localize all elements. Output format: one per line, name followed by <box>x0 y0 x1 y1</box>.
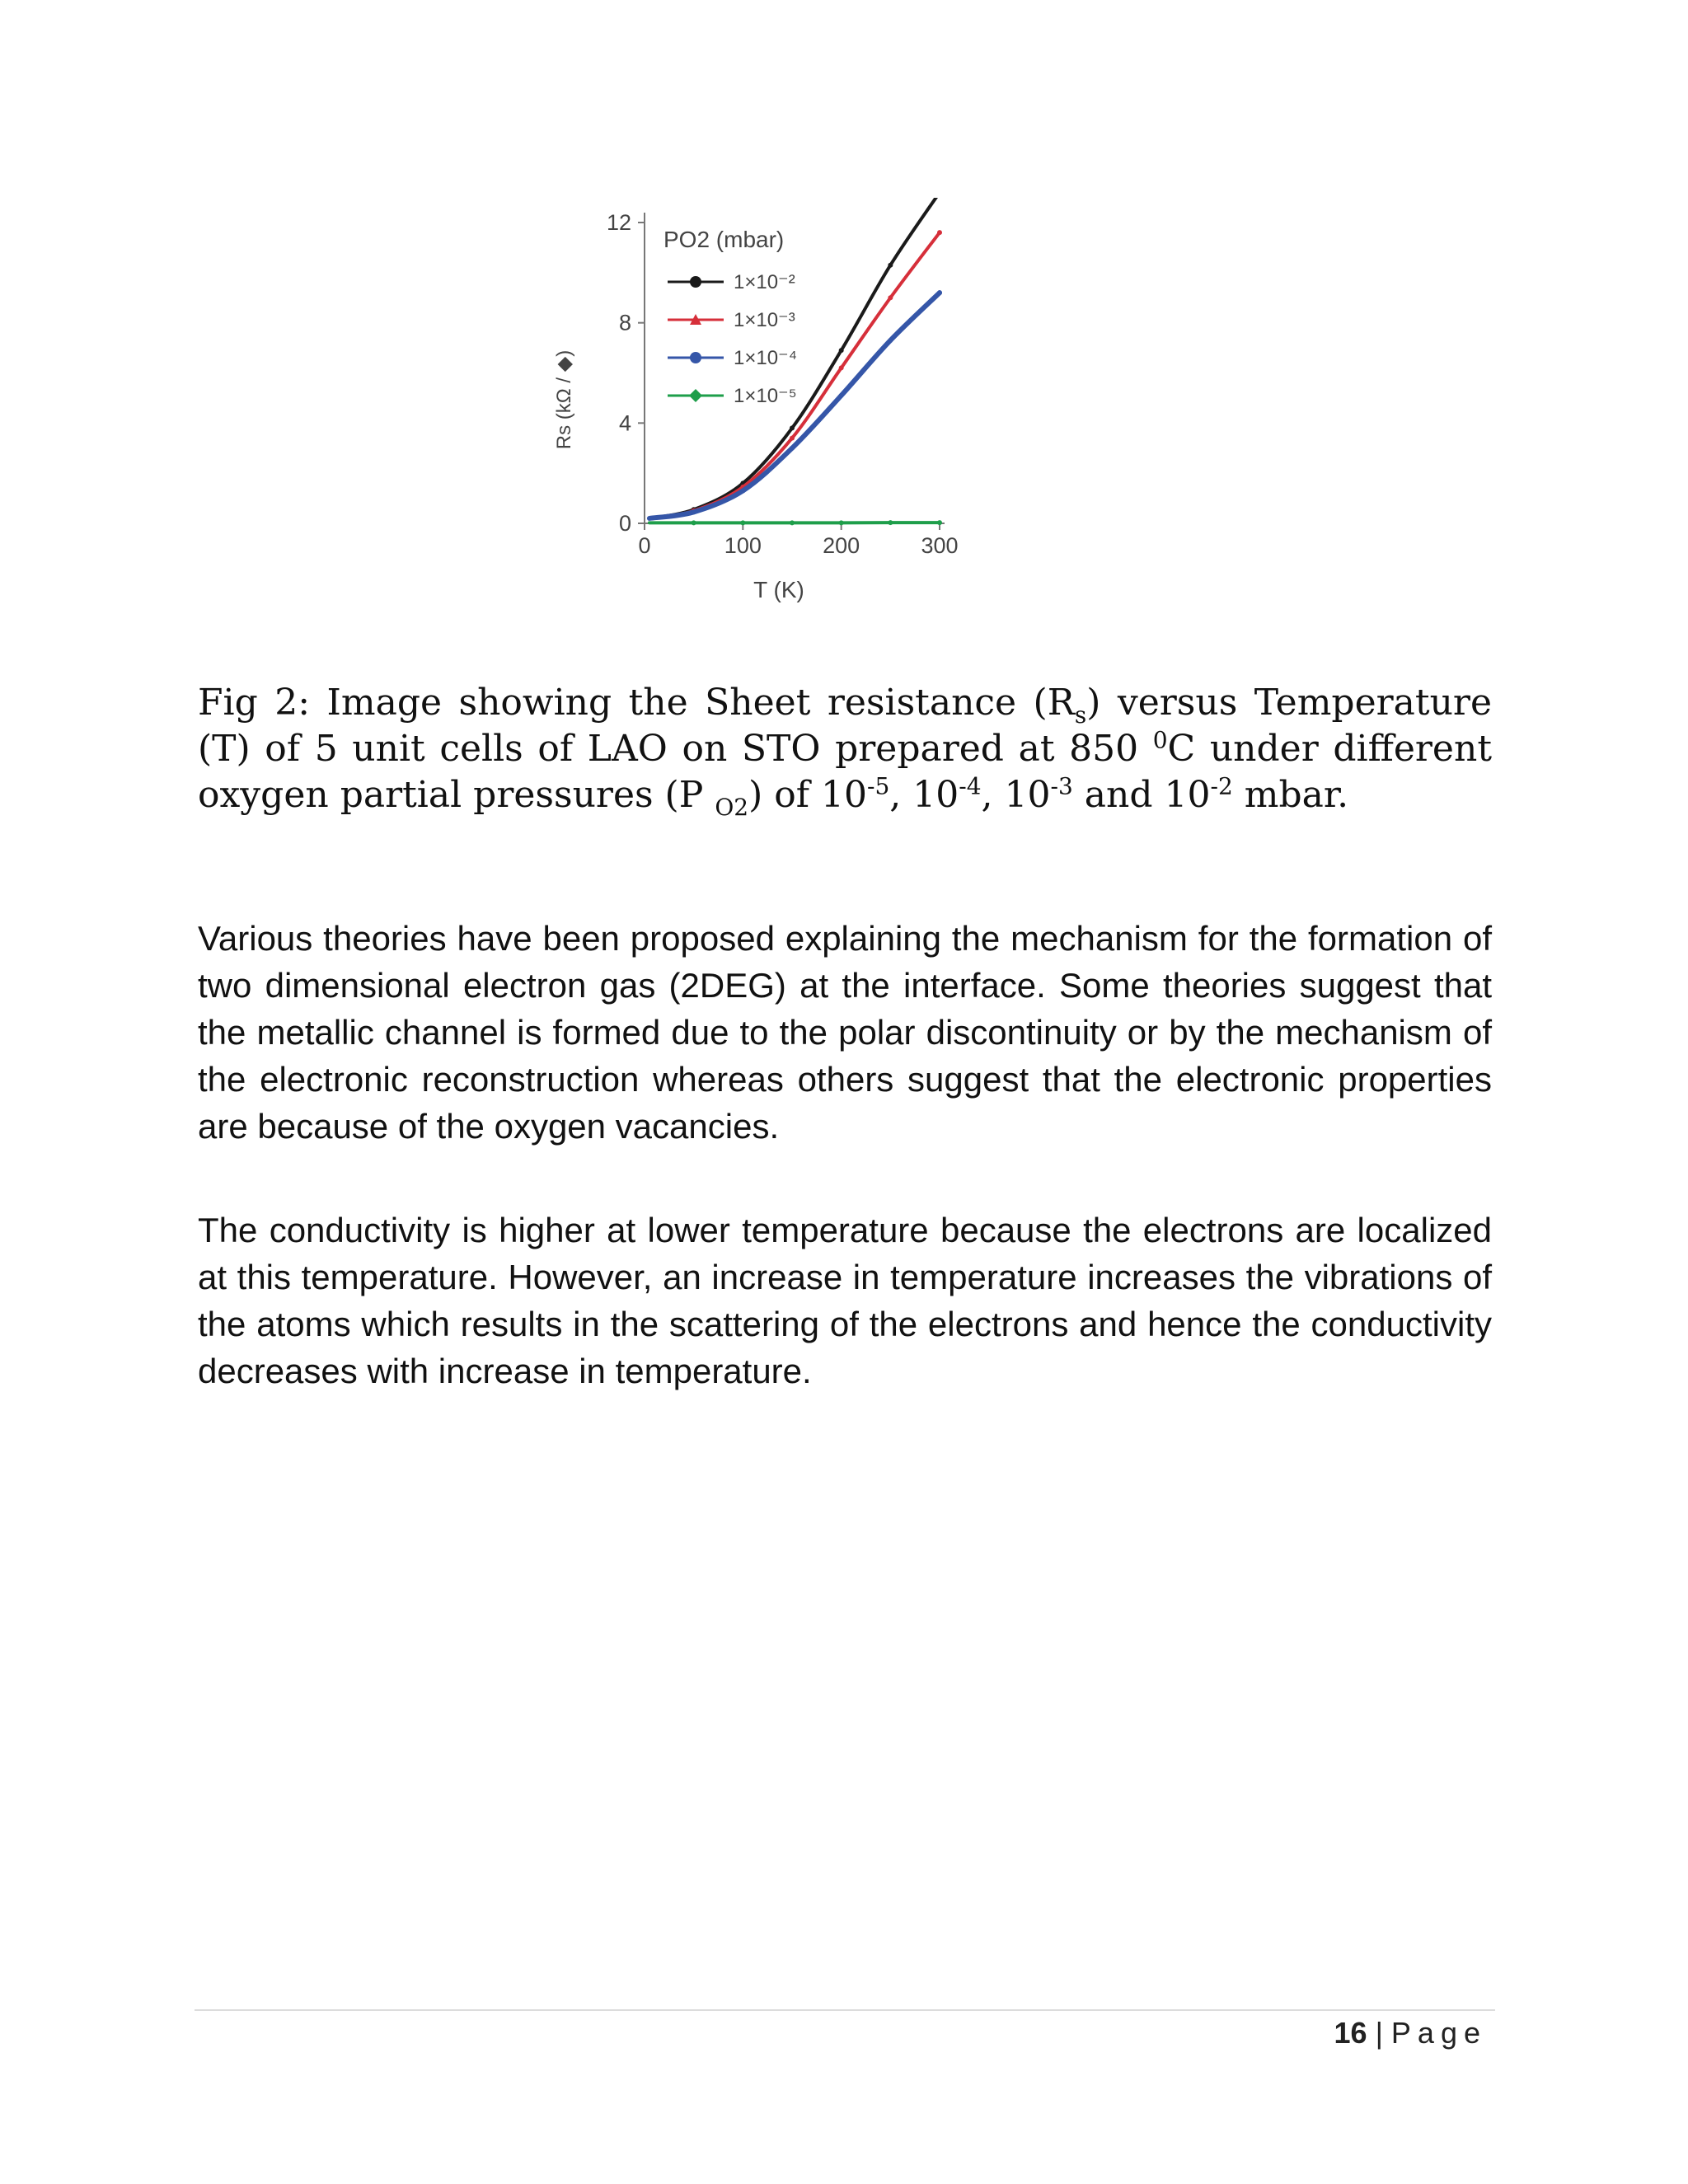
footer-separator: | <box>1375 2016 1383 2050</box>
data-point <box>692 509 696 514</box>
y-tick-label: 0 <box>618 511 631 536</box>
x-tick-label: 300 <box>921 533 959 558</box>
data-point <box>740 488 745 493</box>
data-point <box>839 520 844 525</box>
caption-superscript-degree: 0 <box>1152 726 1168 754</box>
legend-marker <box>689 389 702 402</box>
page-number: 16 <box>1334 2016 1367 2050</box>
figure-caption <box>198 680 1492 821</box>
data-point <box>790 446 795 451</box>
caption-text: , 10 <box>981 774 1051 816</box>
page-footer <box>1334 2016 1487 2050</box>
caption-superscript: -4 <box>959 772 982 800</box>
legend-title: PO2 (mbar) <box>663 227 785 252</box>
data-point <box>790 520 795 525</box>
y-tick-label: 8 <box>618 310 631 335</box>
caption-superscript: -2 <box>1210 772 1233 800</box>
caption-text: ) versus Temperature (T) of 5 unit cells of LAO on STO prepared at 850 <box>198 682 1492 770</box>
data-point <box>790 436 795 441</box>
legend-entry: 1×10⁻² <box>734 271 795 293</box>
data-point <box>937 290 942 295</box>
legend-marker <box>690 352 701 363</box>
paragraph-2deg-theories: Various theories have been proposed explaining the mechanism for the formation of two dimensional electron gas (2DEG) at the interface. Some theories suggest that the metallic channel is formed due to the polar discontinuity or by the mechanism of the electronic reconstruction whereas others suggest that the electronic properties are because of the oxygen vacancies. <box>198 919 1492 1146</box>
data-point <box>839 348 844 353</box>
legend-marker <box>690 276 701 288</box>
page-label: Page <box>1390 2016 1487 2050</box>
caption-superscript: -3 <box>1050 772 1073 800</box>
x-tick-label: 0 <box>638 533 651 558</box>
caption-text: and 10 <box>1072 774 1211 816</box>
data-point <box>888 520 893 525</box>
y-tick-label: 4 <box>618 410 631 436</box>
x-axis-label: T (K) <box>753 577 804 602</box>
paragraph-conductivity: The conductivity is higher at lower temperature because the electrons are localized at this temperature. However, an increase in temperature increases the vibrations of the atoms which results in the scattering of the electrons and hence the conductivity decreases with increase in temperature. <box>198 1211 1492 1390</box>
data-point <box>937 230 942 235</box>
caption-subscript-s: s <box>1074 701 1087 729</box>
y-tick-label: 12 <box>606 210 631 235</box>
data-point <box>790 425 795 430</box>
legend-entry: 1×10⁻⁴ <box>734 347 798 369</box>
legend-entry: 1×10⁻³ <box>734 309 795 331</box>
data-point <box>937 520 942 525</box>
x-tick-label: 200 <box>823 533 860 558</box>
caption-text: , 10 <box>889 774 959 816</box>
legend-entry: 1×10⁻⁵ <box>734 385 797 407</box>
caption-text: C under different oxygen partial pressures (P <box>198 728 1492 816</box>
chart-legend <box>663 227 797 407</box>
data-point <box>839 393 844 398</box>
caption-text: mbar. <box>1232 774 1349 816</box>
resistance-temperature-chart <box>528 198 989 626</box>
data-point <box>888 295 893 300</box>
caption-superscript: -5 <box>867 772 890 800</box>
caption-subscript-o2: O2 <box>715 793 749 821</box>
x-tick-label: 100 <box>724 533 762 558</box>
data-point <box>888 338 893 343</box>
data-point <box>888 263 893 268</box>
caption-text: Fig 2: Image showing the Sheet resistance (R <box>198 682 1075 724</box>
chart-ticks <box>607 210 959 558</box>
data-point <box>740 520 745 525</box>
y-axis-label: Rs (kΩ / ◆) <box>553 349 575 450</box>
footer-divider <box>195 2009 1495 2011</box>
data-point <box>839 365 844 370</box>
caption-text: ) of 10 <box>748 774 867 816</box>
data-point <box>692 520 696 525</box>
